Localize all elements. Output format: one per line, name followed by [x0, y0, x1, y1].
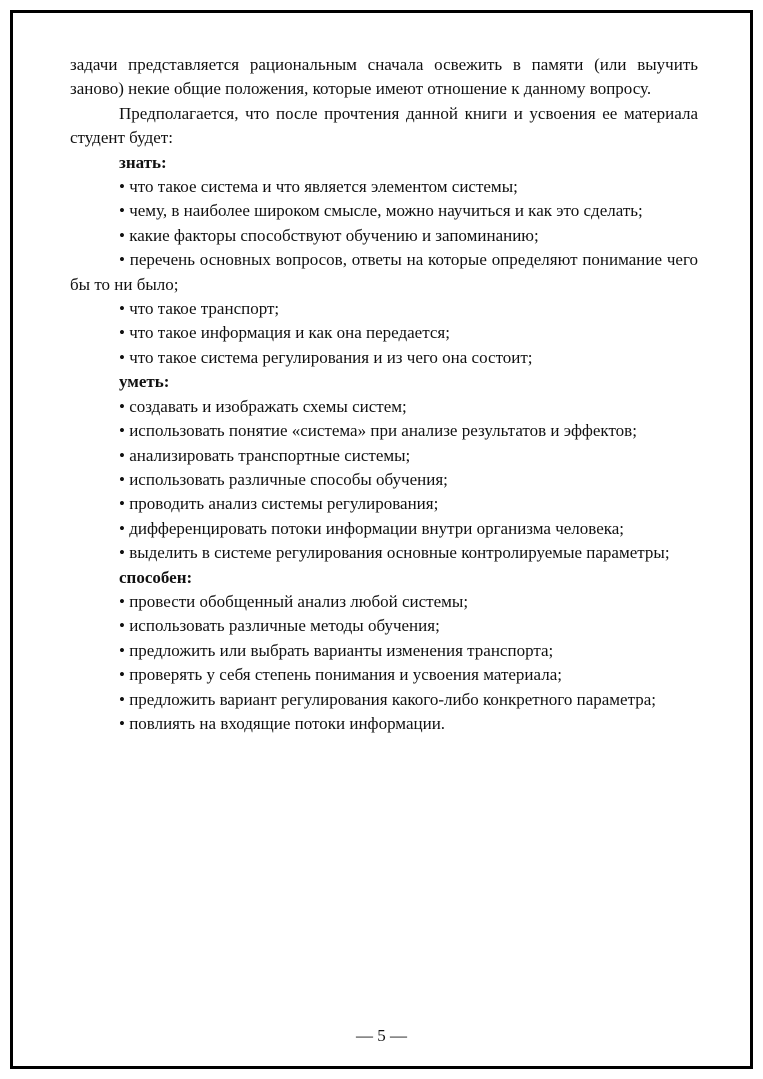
bullet-item: • использовать понятие «система» при анализе результатов и эффектов; — [119, 421, 637, 441]
bullet-item: • перечень основных вопросов, ответы на которые определяют понимание чего бы то ни было; — [70, 250, 698, 294]
bullet-item: • проверять у себя степень понимания и усвоения материала; — [119, 665, 562, 685]
page-border-frame — [10, 10, 753, 1069]
bullet-item: • предложить или выбрать варианты изменения транспорта; — [119, 640, 554, 660]
section-heading: знать: — [119, 152, 167, 172]
page-body — [70, 53, 698, 736]
bullet-item: • создавать и изображать схемы систем; — [119, 396, 407, 416]
bullet-item: • использовать различные методы обучения; — [119, 616, 440, 636]
bullet-item: • предложить вариант регулирования какого-либо конкретного параметра; — [119, 689, 656, 709]
bullet-item: • провести обобщенный анализ любой системы; — [119, 591, 469, 611]
bullet-item: • чему, в наиболее широком смысле, можно научиться и как это сделать; — [119, 201, 643, 221]
bullet-item: • что такое транспорт; — [119, 299, 280, 319]
paragraph: Предполагается, что после прочтения данной книги и усвоения ее материала студент будет: — [70, 103, 698, 148]
bullet-item: • анализировать транспортные системы; — [119, 445, 411, 465]
bullet-item: • что такое система регулирования и из чего она состоит; — [119, 347, 533, 367]
section-heading: уметь: — [119, 372, 170, 392]
bullet-item: • что такое информация и как она передается; — [119, 323, 450, 343]
bullet-item: • дифференцировать потоки информации внутри организма человека; — [119, 518, 625, 538]
bullet-item: • проводить анализ системы регулирования; — [119, 494, 439, 514]
bullet-item: • повлиять на входящие потоки информации. — [119, 713, 446, 733]
paragraph-continuation: задачи представляется рациональным сначала освежить в памяти (или выучить заново) некие общие положения, которые имеют отношение к данному вопросу. — [70, 55, 698, 99]
section-heading: способен: — [119, 567, 193, 587]
bullet-item: • использовать различные способы обучения; — [119, 469, 448, 489]
bullet-item: • какие факторы способствуют обучению и запоминанию; — [119, 225, 539, 245]
bullet-item: • выделить в системе регулирования основные контролируемые параметры; — [119, 543, 670, 563]
bullet-item: • что такое система и что является элементом системы; — [119, 177, 518, 197]
page-number: — 5 — — [356, 1026, 407, 1045]
